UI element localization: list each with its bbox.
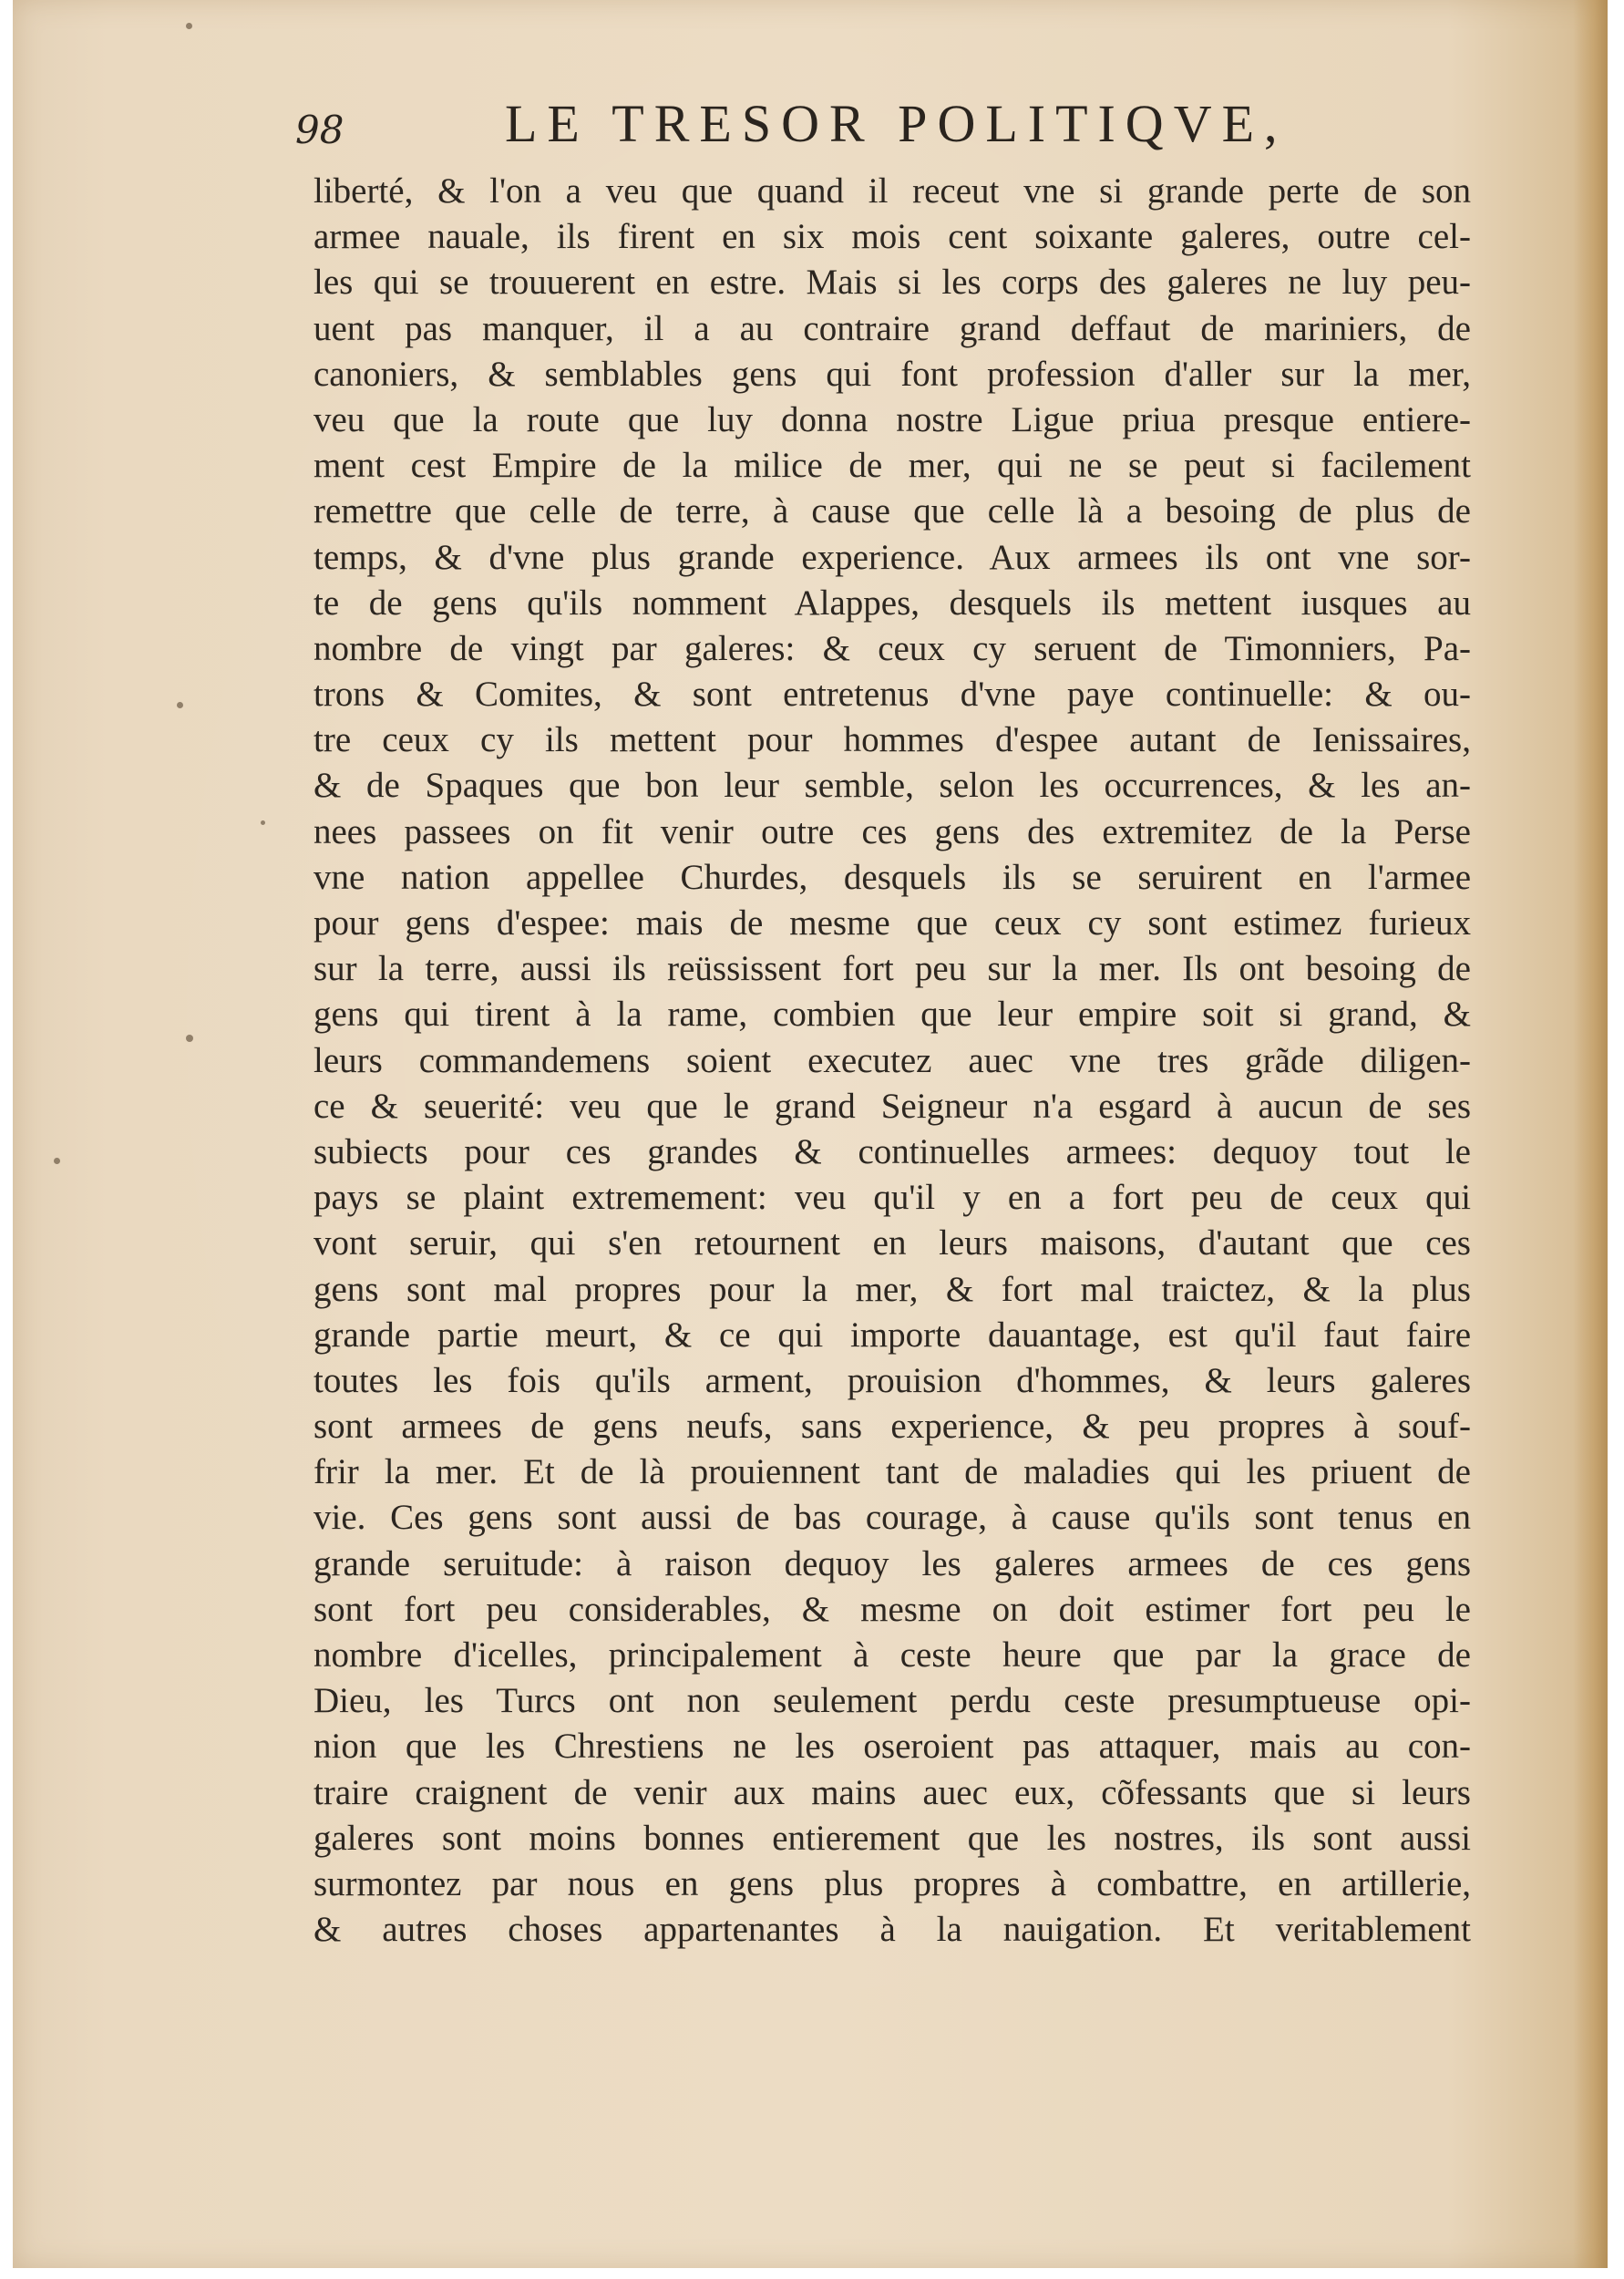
paper-speck — [54, 1158, 60, 1164]
text-line: vie. Ces gens sont aussi de bas courage, à cause qu'ils sont tenus en — [313, 1498, 1471, 1538]
text-line: pays se plaint extremement: veu qu'il y en a fort peu de ceux qui — [313, 1178, 1471, 1218]
text-line: grande partie meurt, & ce qui importe dauantage, est qu'il faut faire — [313, 1315, 1471, 1355]
text-line: frir la mer. Et de là prouiennent tant de maladies qui les priuent de — [313, 1452, 1471, 1492]
text-line: nombre d'icelles, principalement à ceste heure que par la grace de — [313, 1635, 1471, 1675]
text-line: les qui se trouuerent en estre. Mais si les corps des galeres ne luy peu- — [313, 263, 1471, 303]
text-line: traire craignent de venir aux mains auec eux, cõfessants que si leurs — [313, 1772, 1471, 1812]
text-line: nombre de vingt par galeres: & ceux cy seruent de Timonniers, Pa- — [313, 628, 1471, 668]
text-line: toutes les fois qu'ils arment, prouision d'hommes, & leurs galeres — [313, 1360, 1471, 1400]
running-title: LE TRESOR POLITIQVE, — [505, 94, 1288, 153]
text-line: remettre que celle de terre, à cause que celle là a besoing de plus de — [313, 491, 1471, 531]
text-line: vne nation appellee Churdes, desquels ils se seruirent en l'armee — [313, 857, 1471, 897]
text-line: uent pas manquer, il a au contraire grand deffaut de mariniers, de — [313, 308, 1471, 348]
page-number: 98 — [295, 108, 344, 152]
text-line: sont fort peu considerables, & mesme on doit estimer fort peu le — [313, 1589, 1471, 1629]
paper-speck — [261, 820, 265, 825]
paper-speck — [186, 23, 192, 29]
text-line: & autres choses appartenantes à la nauigation. Et veritablement — [313, 1910, 1471, 1950]
text-line: nees passees on fit venir outre ces gens des extremitez de la Perse — [313, 811, 1471, 851]
text-line: gens qui tirent à la rame, combien que leur empire soit si grand, & — [313, 995, 1471, 1035]
text-line: liberté, & l'on a veu que quand il receut vne si grande perte de son — [313, 171, 1471, 211]
text-line: sur la terre, aussi ils reüssissent fort peu sur la mer. Ils ont besoing de — [313, 949, 1471, 989]
text-line: surmontez par nous en gens plus propres à combattre, en artillerie, — [313, 1863, 1471, 1903]
text-line: grande seruitude: à raison dequoy les galeres armees de ces gens — [313, 1543, 1471, 1583]
text-line: subiects pour ces grandes & continuelles armees: dequoy tout le — [313, 1131, 1471, 1171]
page-header — [295, 91, 1343, 164]
text-line: tre ceux cy ils mettent pour hommes d'espee autant de Ienissaires, — [313, 720, 1471, 760]
text-line: armee nauale, ils firent en six mois cent soixante galeres, outre cel- — [313, 217, 1471, 257]
text-line: ment cest Empire de la milice de mer, qui ne se peut si facilement — [313, 446, 1471, 486]
text-line: galeres sont moins bonnes entierement que les nostres, ils sont aussi — [313, 1818, 1471, 1858]
text-line: temps, & d'vne plus grande experience. Aux armees ils ont vne sor- — [313, 537, 1471, 577]
paper-speck — [186, 1035, 193, 1042]
text-line: sont armees de gens neufs, sans experience, & peu propres à souf- — [313, 1407, 1471, 1447]
text-line: veu que la route que luy donna nostre Ligue priua presque entiere- — [313, 399, 1471, 439]
text-line: vont seruir, qui s'en retournent en leurs maisons, d'autant que ces — [313, 1223, 1471, 1263]
text-line: gens sont mal propres pour la mer, & fort mal traictez, & la plus — [313, 1269, 1471, 1309]
paper-speck — [177, 702, 183, 708]
page-gutter-shadow — [1573, 0, 1608, 2268]
text-line: & de Spaques que bon leur semble, selon les occurrences, & les an- — [313, 766, 1471, 806]
text-line: nion que les Chrestiens ne les oseroient pas attaquer, mais au con- — [313, 1727, 1471, 1767]
text-line: canoniers, & semblables gens qui font profession d'aller sur la mer, — [313, 354, 1471, 394]
text-line: leurs commandemens soient executez auec vne tres grãde diligen- — [313, 1040, 1471, 1080]
book-page — [13, 0, 1608, 2268]
text-line: pour gens d'espee: mais de mesme que ceux cy sont estimez furieux — [313, 903, 1471, 943]
body-text — [313, 169, 1471, 1953]
text-line: te de gens qu'ils nomment Alappes, desquels ils mettent iusques au — [313, 583, 1471, 623]
text-line: Dieu, les Turcs ont non seulement perdu ceste presumptueuse opi- — [313, 1681, 1471, 1721]
text-line: trons & Comites, & sont entretenus d'vne paye continuelle: & ou- — [313, 675, 1471, 715]
text-line: ce & seuerité: veu que le grand Seigneur n'a esgard à aucun de ses — [313, 1086, 1471, 1126]
